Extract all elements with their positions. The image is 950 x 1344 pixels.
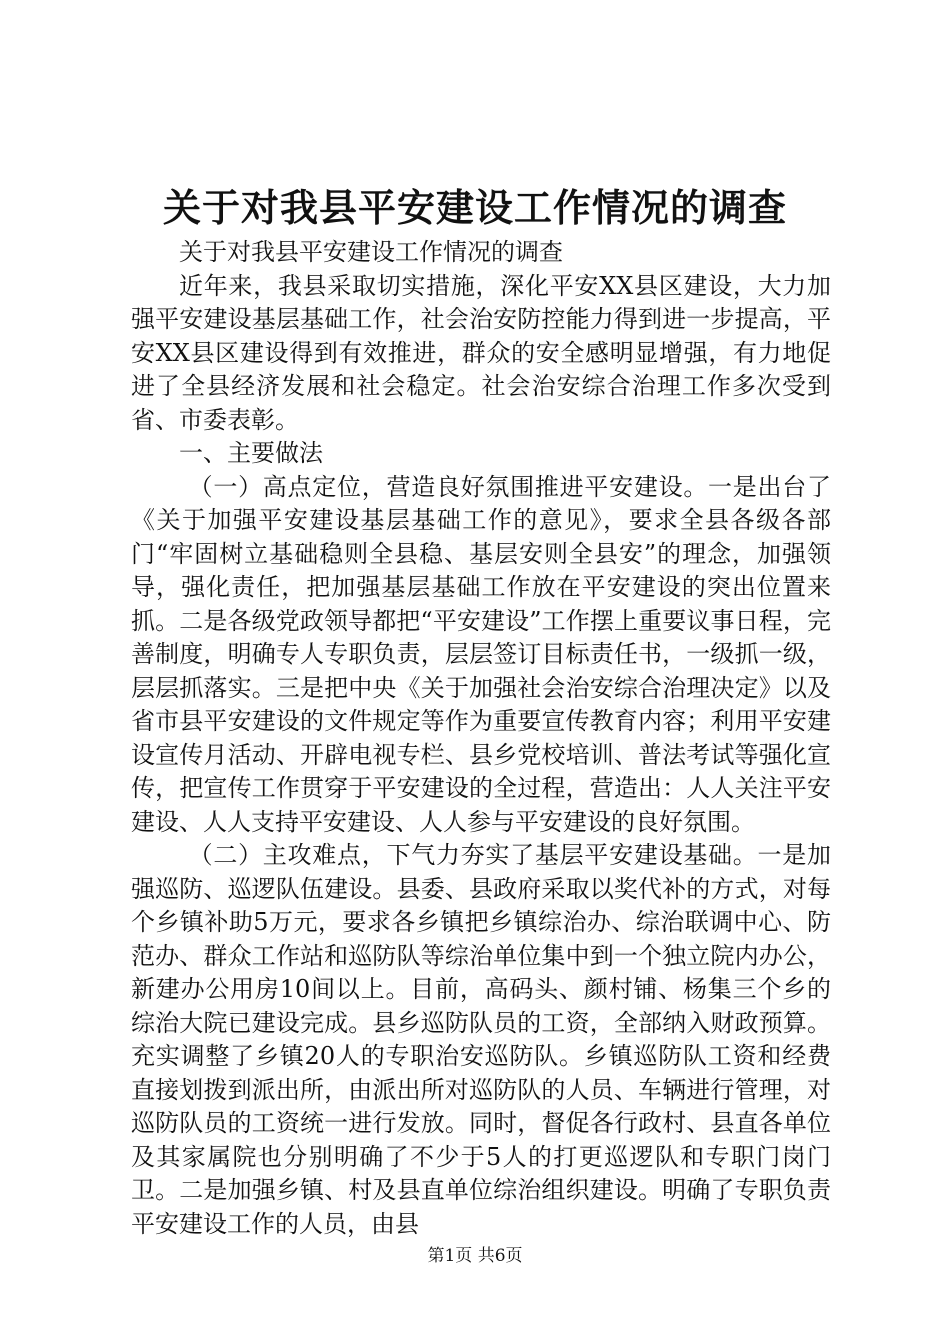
page-footer: 第1页 共6页 <box>427 1246 523 1266</box>
body-paragraph-1: （一）高点定位，营造良好氛围推进平安建设。一是出台了《关于加强平安建设基层基础工作的意见》，要求全县各级各部门“牢固树立基础稳则全县稳、基层安则全县安”的理念，加强领导，强化责任，把加强基层基础工作放在平安建设的突出位置来抓。二是各级党政领导都把“平安建设”工作摆上重要议事日程，完善制度，明确专人专职负责，层层签订目标责任书，一级抓一级，层层抓落实。三是把中央《关于加强社会治安综合治理决定》以及省市县平安建设的文件规定等作为重要宣传教育内容；利用平安建设宣传月活动、开辟电视专栏、县乡党校培训、普法考试等强化宣传，把宣传工作贯穿于平安建设的全过程，营造出：人人关注平安建设、人人支持平安建设、人人参与平安建设的良好氛围。 <box>131 472 831 836</box>
document-title: 关于对我县平安建设工作情况的调查 <box>162 185 787 230</box>
document-body <box>131 236 831 1241</box>
body-paragraph-2: （二）主攻难点，下气力夯实了基层平安建设基础。一是加强巡防、巡逻队伍建设。县委、县政府采取以奖代补的方式，对每个乡镇补助5万元，要求各乡镇把乡镇综治办、综治联调中心、防范办、群众工作站和巡防队等综治单位集中到一个独立院内办公，新建办公用房10间以上。目前，高码头、颜村铺、杨集三个乡的综治大院已建设完成。县乡巡防队员的工资，全部纳入财政预算。充实调整了乡镇20人的专职治安巡防队。乡镇巡防队工资和经费直接划拨到派出所，由派出所对巡防队的人员、车辆进行管理，对巡防队员的工资统一进行发放。同时，督促各行政村、县直各单位及其家属院也分别明确了不少于5人的打更巡逻队和专职门岗门卫。二是加强乡镇、村及县直单位综治组织建设。明确了专职负责平安建设工作的人员，由县 <box>131 841 831 1238</box>
intro-paragraph: 近年来，我县采取切实措施，深化平安XX县区建设，大力加强平安建设基层基础工作，社会治安防控能力得到进一步提高，平安XX县区建设得到有效推进，群众的安全感明显增强，有力地促进了全县经济发展和社会稳定。社会治安综合治理工作多次受到省、市委表彰。 <box>131 271 831 434</box>
subtitle-paragraph: 关于对我县平安建设工作情况的调查 <box>179 238 563 266</box>
section-heading: 一、主要做法 <box>179 439 323 467</box>
